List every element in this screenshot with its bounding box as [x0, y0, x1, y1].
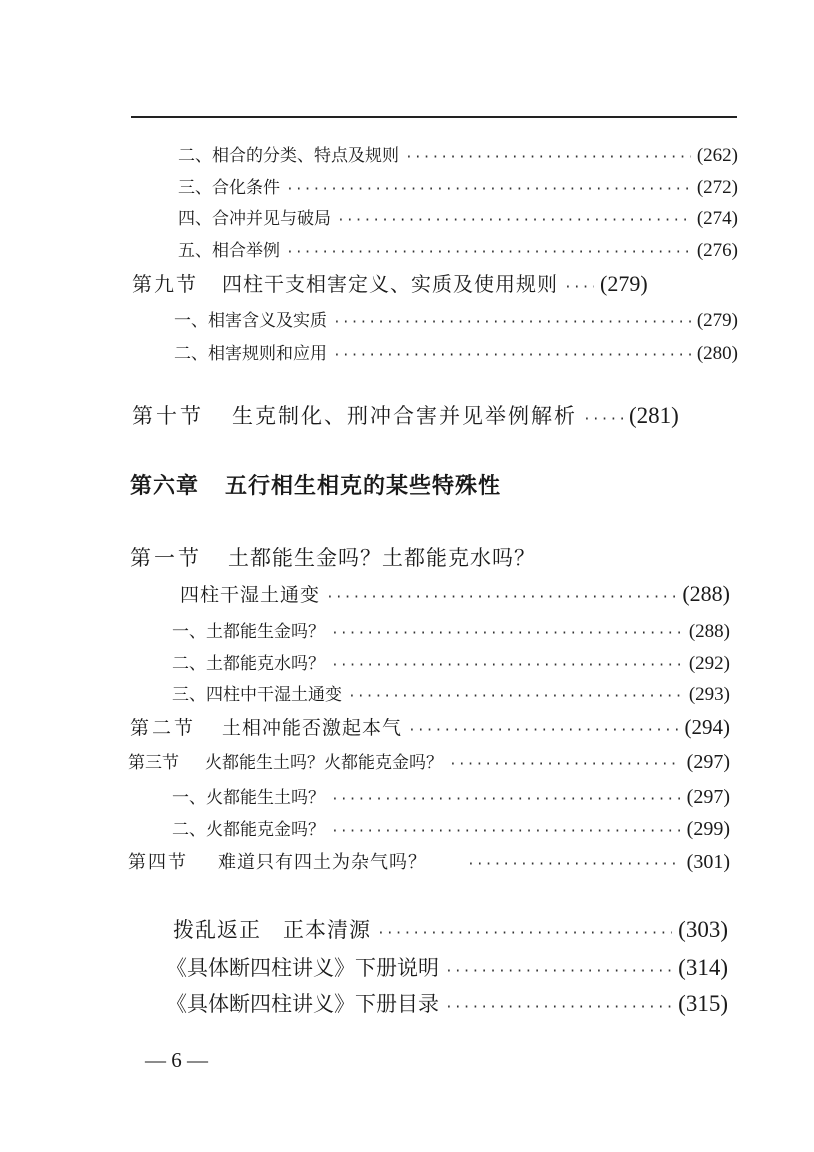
- toc-entry[interactable]: [166, 952, 728, 982]
- chapter-title: 五行相生相克的某些特殊性: [225, 474, 502, 499]
- leader-dots: [449, 757, 681, 772]
- toc-entry-title: 一、火都能生土吗？: [172, 788, 325, 808]
- toc-entry-title: 二、火都能克金吗？: [172, 820, 325, 840]
- leader-dots: [445, 964, 672, 979]
- toc-entry-title: 土都能生金吗？土都能克水吗？: [228, 546, 536, 570]
- leader-dots: [333, 315, 691, 330]
- header-rule: [131, 116, 737, 118]
- toc-entry-title: 三、合化条件: [178, 178, 280, 198]
- toc-entry-title: 土相冲能否激起本气: [222, 717, 403, 739]
- toc-entry-page: (297): [686, 786, 730, 808]
- toc-section-entry[interactable]: [130, 713, 730, 740]
- toc-entry-page: (314): [678, 955, 728, 980]
- toc-entry[interactable]: [172, 649, 730, 675]
- toc-entry[interactable]: [173, 914, 728, 944]
- toc-entry-page: (276): [696, 240, 738, 261]
- leader-dots: [331, 792, 681, 807]
- toc-entry[interactable]: [172, 617, 730, 643]
- toc-entry[interactable]: [174, 306, 738, 332]
- page-number: — 6 —: [145, 1048, 208, 1072]
- toc-entry-title: 生克制化、刑冲合害并见举例解析: [232, 404, 577, 428]
- leader-dots: [333, 348, 691, 363]
- toc-entry-page: (279): [600, 271, 648, 296]
- toc-entry-title: 一、土都能生金吗？: [172, 622, 325, 642]
- toc-entry[interactable]: [174, 339, 738, 365]
- leader-dots: [331, 626, 683, 641]
- toc-entry[interactable]: [180, 580, 730, 607]
- toc-entry-title: 四柱干湿土通变: [180, 584, 321, 606]
- toc-entry-title: 拨乱返正 正本清源: [173, 918, 371, 942]
- section-number: 第二节: [130, 717, 197, 739]
- toc-entry-page: (262): [696, 145, 738, 166]
- leader-dots: [331, 824, 681, 839]
- toc-entry-page: (292): [688, 653, 730, 674]
- toc-entry[interactable]: [172, 783, 730, 809]
- toc-entry-page: (297): [686, 751, 730, 773]
- toc-entry-page: (299): [686, 818, 730, 840]
- toc-entry-title: 难道只有四土为杂气吗？: [218, 852, 427, 873]
- toc-section-entry[interactable]: [128, 748, 730, 774]
- toc-entry-title: 二、相合的分类、特点及规则: [178, 146, 399, 166]
- toc-entry-page: (272): [696, 177, 738, 198]
- leader-dots: [348, 689, 683, 704]
- toc-entry[interactable]: [172, 680, 730, 706]
- toc-entry-title: 二、土都能克水吗？: [172, 654, 325, 674]
- toc-entry-title: 《具体断四柱讲义》下册目录: [166, 992, 439, 1016]
- toc-entry-title: 三、四柱中干湿土通变: [172, 685, 342, 705]
- leader-dots: [583, 412, 623, 427]
- toc-entry-title: 四、合冲并见与破局: [178, 209, 331, 229]
- section-number: 第九节: [132, 272, 198, 296]
- toc-section-heading[interactable]: [130, 542, 536, 572]
- leader-dots: [326, 590, 676, 605]
- toc-entry-page: (281): [629, 403, 679, 428]
- toc-section-entry[interactable]: [132, 268, 738, 297]
- toc-entry-page: (293): [688, 684, 730, 705]
- toc-entry[interactable]: [178, 204, 738, 230]
- leader-dots: [445, 1000, 672, 1015]
- section-number: 第四节: [128, 852, 188, 873]
- toc-entry[interactable]: [172, 815, 730, 841]
- toc-entry[interactable]: [166, 988, 728, 1018]
- leader-dots: [331, 658, 683, 673]
- leader-dots: [286, 245, 691, 260]
- toc-entry-page: (288): [688, 621, 730, 642]
- toc-entry-page: (303): [678, 917, 728, 942]
- toc-entry[interactable]: [178, 141, 738, 167]
- toc-entry-page: (288): [682, 581, 730, 606]
- section-number: 第一节: [130, 546, 202, 570]
- leader-dots: [564, 280, 594, 295]
- toc-section-entry[interactable]: [128, 848, 730, 874]
- section-number: 第三节: [128, 753, 179, 773]
- leader-dots: [337, 213, 691, 228]
- toc-entry-title: 二、相害规则和应用: [174, 344, 327, 364]
- toc-entry-title: 四柱干支相害定义、实质及使用规则: [222, 272, 558, 296]
- toc-entry-title: 五、相合举例: [178, 241, 280, 261]
- leader-dots: [405, 150, 691, 165]
- leader-dots: [467, 857, 681, 872]
- toc-entry-page: (301): [686, 851, 730, 873]
- chapter-heading[interactable]: [130, 469, 501, 500]
- toc-entry-page: (279): [696, 310, 738, 331]
- leader-dots: [286, 182, 691, 197]
- toc-entry[interactable]: [178, 236, 738, 262]
- section-number: 第十节: [132, 404, 204, 428]
- toc-entry-page: (280): [696, 343, 738, 364]
- toc-entry[interactable]: [178, 173, 738, 199]
- toc-section-entry[interactable]: [132, 400, 738, 430]
- toc-entry-title: 一、相害含义及实质: [174, 311, 327, 331]
- leader-dots: [377, 926, 672, 941]
- toc-entry-page: (274): [696, 208, 738, 229]
- toc-entry-title: 火都能生土吗？火都能克金吗？: [205, 753, 443, 773]
- toc-entry-title: 《具体断四柱讲义》下册说明: [166, 956, 439, 980]
- chapter-number: 第六章: [130, 474, 200, 499]
- toc-entry-page: (315): [678, 991, 728, 1016]
- toc-entry-page: (294): [684, 715, 730, 739]
- leader-dots: [408, 723, 678, 738]
